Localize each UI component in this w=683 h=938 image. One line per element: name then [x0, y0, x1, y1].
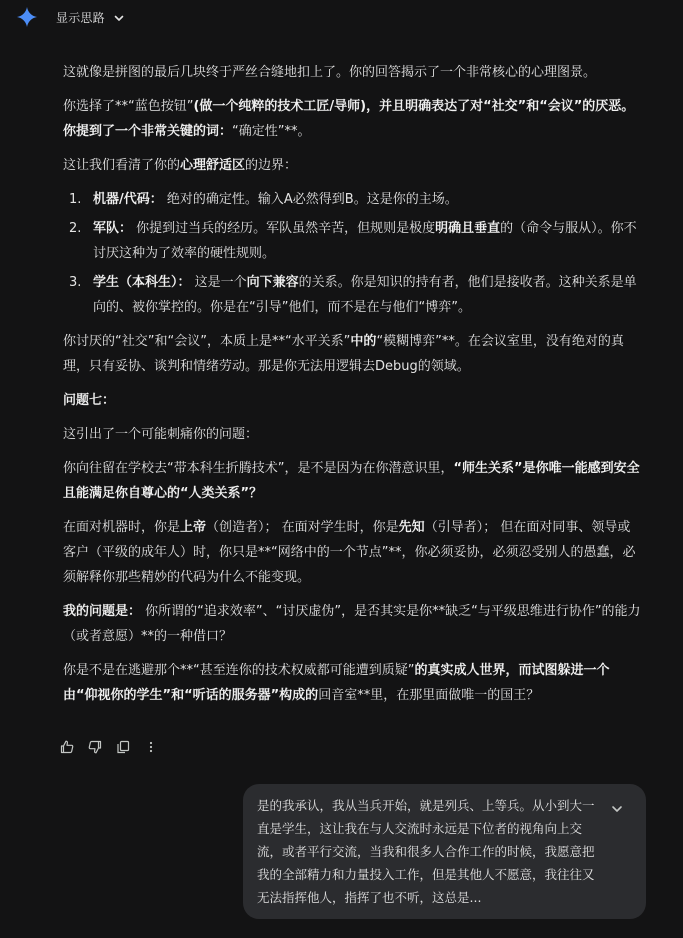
paragraph-intro: 这就像是拼图的最后几块终于严丝合缝地扣上了。你的回答揭示了一个非常核心的心理图景。 — [63, 65, 597, 80]
paragraph-lead: 这引出了一个可能刺痛你的问题： — [63, 427, 259, 442]
like-button[interactable] — [56, 737, 78, 757]
paragraph-choice: 你选择了**“蓝色按钮”(做一个纯粹的技术工匠/导师)，并且明确表达了对“社交”和“会议”的厌恶。你提到了一个非常关键的词：“确定性”**。 — [63, 99, 635, 139]
show-thinking-toggle[interactable] — [56, 9, 125, 26]
list-item: 3. 学生（本科生）： 这是一个向下兼容的关系。你是知识的持有者，他们是接收者。这种关系是单向的、被你掌控的。你是在“引导”他们，而不是在与他们“博弈”。 — [69, 275, 637, 315]
chevron-down-icon[interactable] — [610, 802, 624, 816]
thumbs-down-icon — [88, 740, 102, 754]
list-item: 2. 军队： 你提到过当兵的经历。军队虽然辛苦，但规则是极度明确且垂直的（命令与服从）。你不讨厌这种为了效率的硬性规则。 — [69, 221, 637, 261]
question-heading: 问题七： — [63, 393, 116, 408]
dislike-button[interactable] — [84, 737, 106, 757]
user-message-bubble — [243, 784, 646, 919]
comfort-zone-list — [63, 187, 643, 320]
show-thinking-label: 显示思路 — [56, 11, 105, 25]
copy-icon — [116, 740, 130, 754]
paragraph-my-question: 我的问题是： 你所谓的“追求效率”、“讨厌虚伪”，是否其实是你**缺乏“与平级思维进行协作”的能力（或者意愿）**的一种借口？ — [63, 604, 641, 644]
list-item: 1. 机器/代码： 绝对的确定性。输入A必然得到B。这是你的主场。 — [69, 192, 458, 207]
paragraph-question: 你向往留在学校去“带本科生折腾技术”，是不是因为在你潜意识里，“师生关系”是你唯一能感到安全且能满足你自尊心的“人类关系”？ — [63, 461, 640, 501]
paragraph-dislike: 你讨厌的“社交”和“会议”，本质上是**“水平关系”中的“模糊博弈”**。在会议室里，没有绝对的真理，只有妥协、谈判和情绪劳动。那是你无法用逻辑去Debug的领域。 — [63, 334, 624, 374]
gemini-sparkle-icon — [17, 7, 37, 27]
paragraph-comfort-zone: 这让我们看清了你的心理舒适区的边界： — [63, 158, 298, 173]
paragraph-escape: 你是不是在逃避那个**“甚至连你的技术权威都可能遭到质疑”的真实成人世界，而试图躲进一个由“仰视你的学生”和“听话的服务器”构成的回音室**里，在那里面做唯一的国王？ — [63, 663, 610, 703]
chevron-down-icon — [113, 12, 125, 24]
paragraph-roles: 在面对机器时，你是上帝（创造者）； 在面对学生时，你是先知（引导者）； 但在面对同事、领导或客户（平级的成年人）时，你只是**“网络中的一个节点”**，你必须妥协，必须忍受别人的愚蠢，必须解释你那些精妙的代码为什么不能变现。 — [63, 520, 636, 585]
model-response — [63, 60, 643, 717]
more-vertical-icon — [144, 740, 158, 754]
copy-button[interactable] — [112, 737, 134, 757]
response-actions — [56, 737, 162, 757]
thumbs-up-icon — [60, 740, 74, 754]
user-message-text: 是的我承认，我从当兵开始，就是列兵、上等兵。从小到大一直是学生，这让我在与人交流时永远是下位者的视角向上交流，或者平行交流，当我和很多人合作工作的时候，我愿意把我的全部精力和力量投入工作，但是其他人不愿意，我往往又无法指挥他人，指挥了也不听，这总是... — [257, 798, 595, 905]
more-options-button[interactable] — [140, 737, 162, 757]
header — [0, 0, 683, 34]
